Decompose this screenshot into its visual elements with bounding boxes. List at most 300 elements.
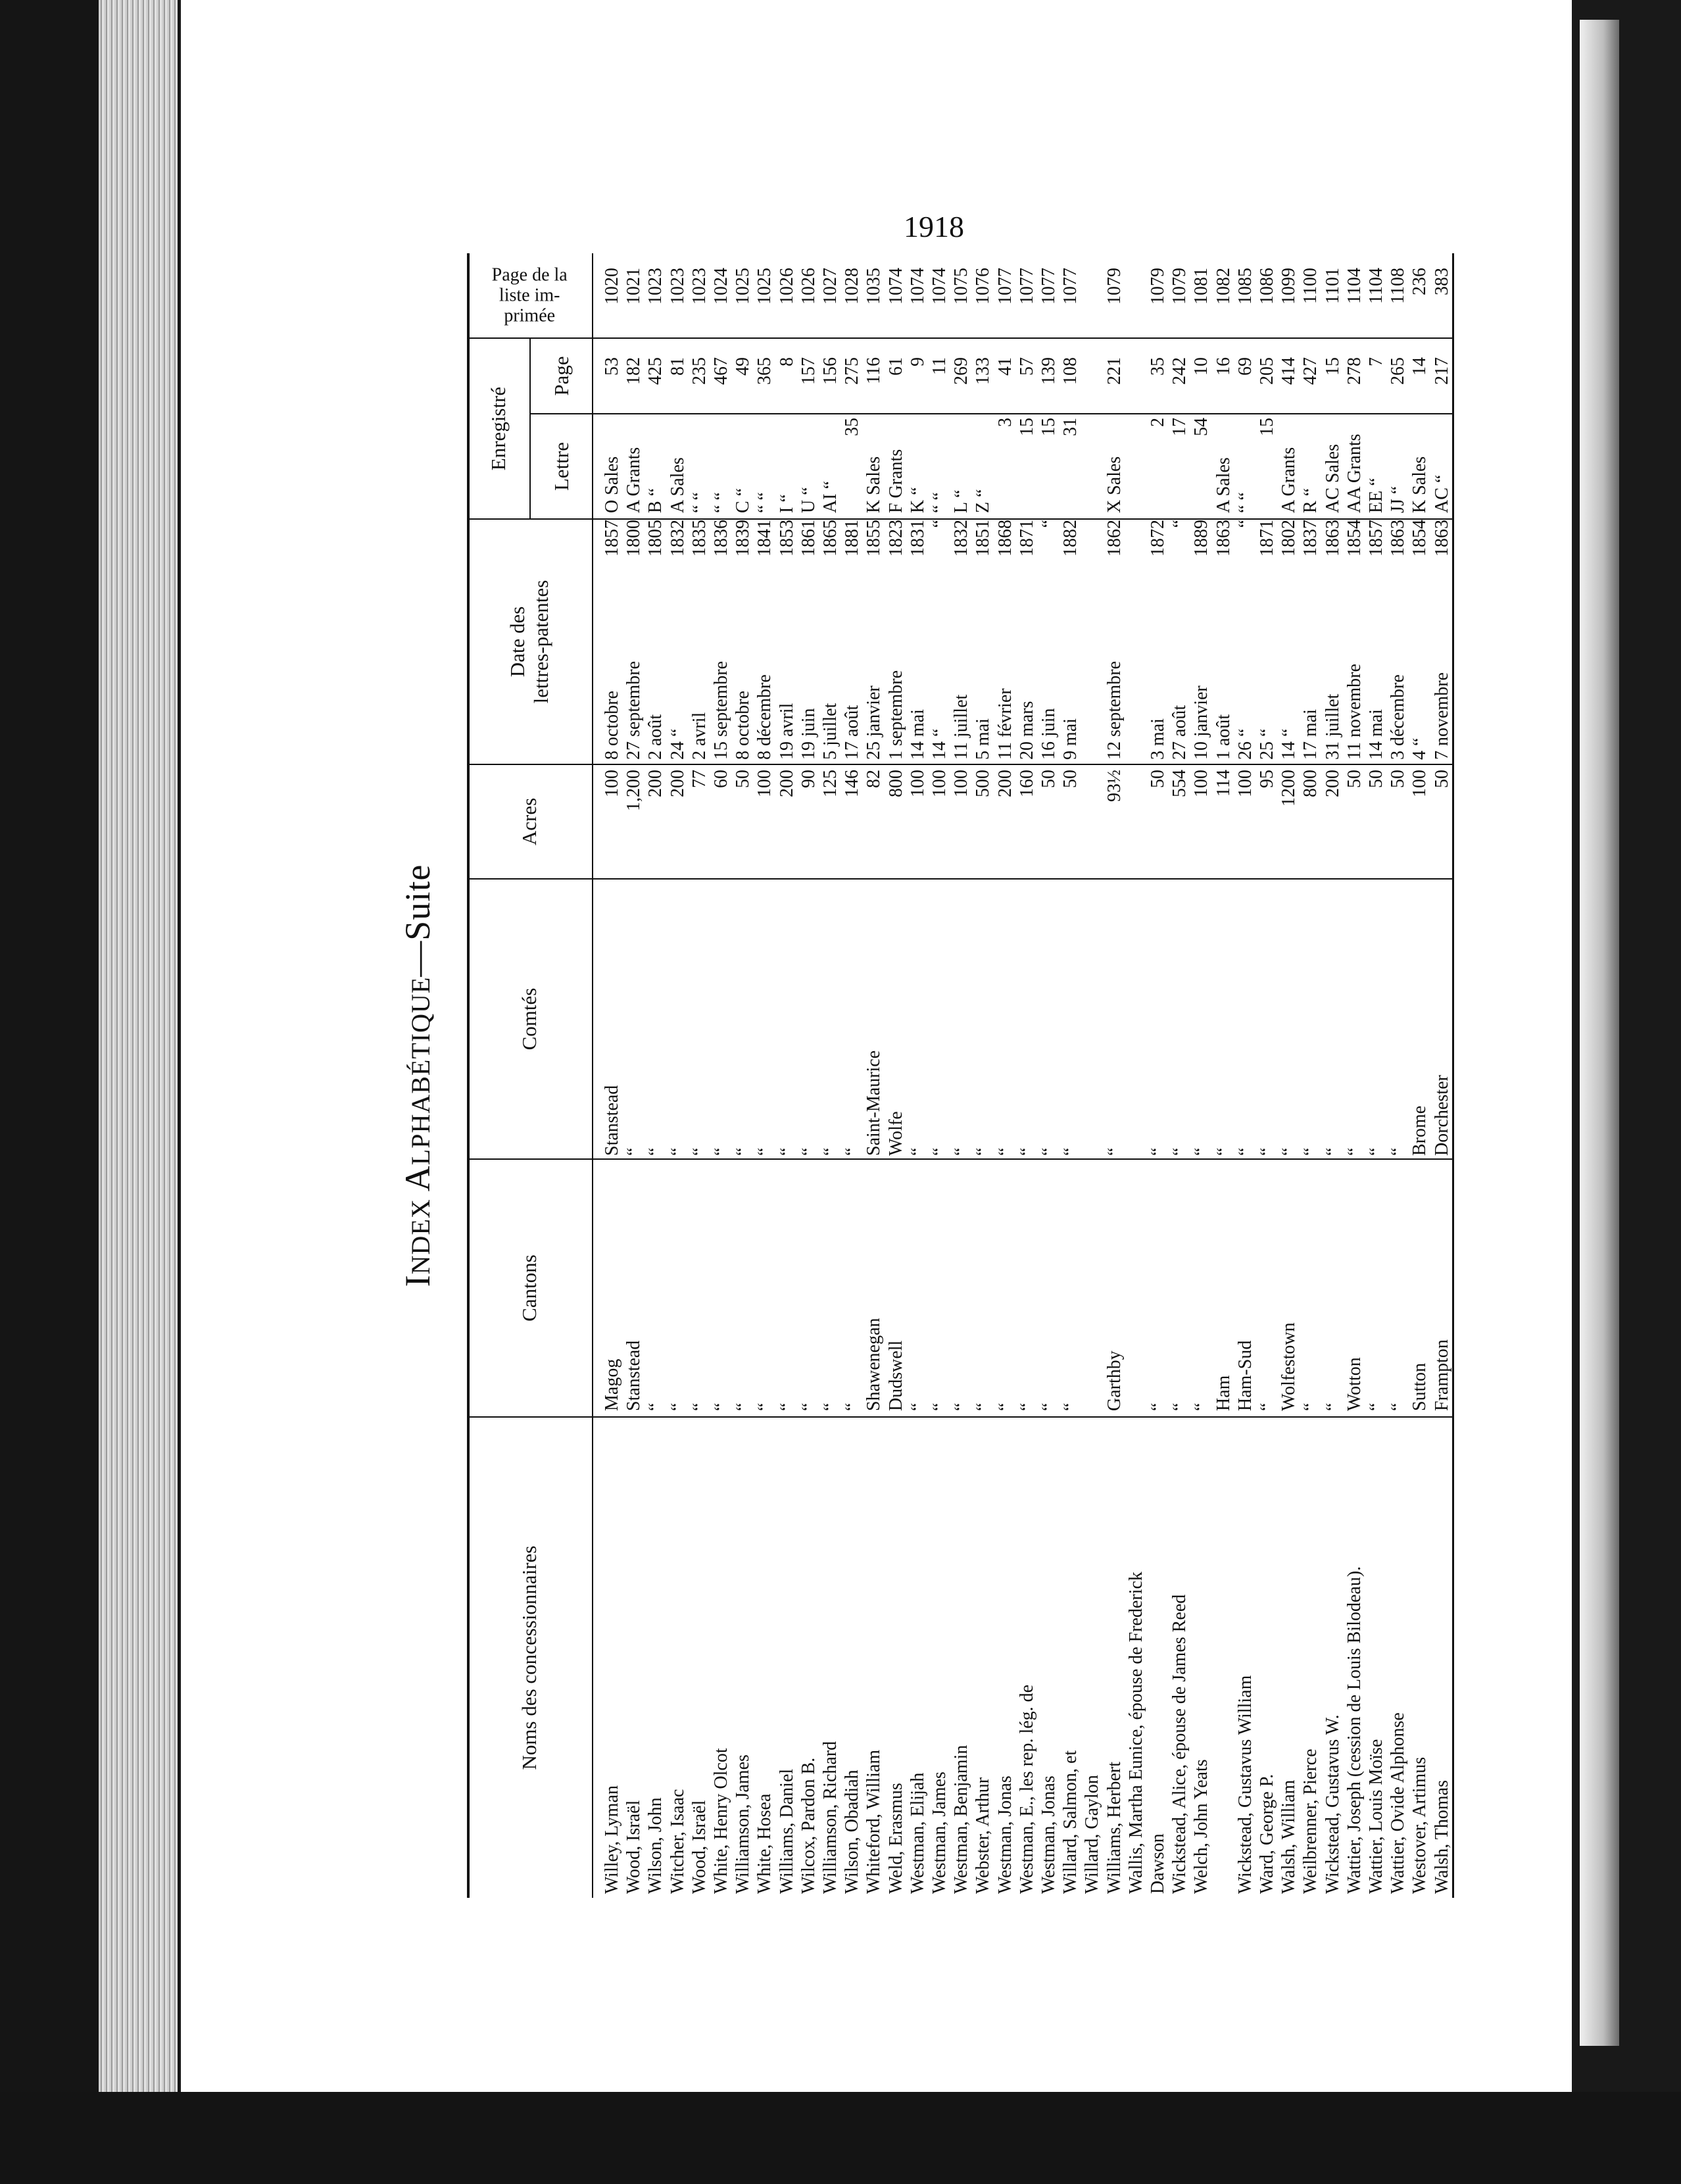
row-name: Witcher, Isaac xyxy=(667,1789,688,1894)
row-comte: “ xyxy=(1279,1147,1300,1156)
row-name: Ward, George P. xyxy=(1257,1774,1277,1894)
row-canton: “ xyxy=(733,1402,754,1411)
row-liste-page: 1079 xyxy=(1104,268,1125,305)
row-liste-page: 1108 xyxy=(1388,268,1409,304)
table-row xyxy=(1323,253,1344,1898)
row-lettre-number xyxy=(1300,418,1321,464)
row-name: Wickstead, Gustavus William xyxy=(1234,1675,1255,1894)
row-liste-page: 1077 xyxy=(994,268,1015,305)
row-year: 1835 xyxy=(689,520,710,557)
table-row xyxy=(886,253,907,1898)
row-comte: “ xyxy=(820,1147,840,1156)
row-date: 27 septembre xyxy=(623,660,645,760)
row-date: 11 juillet xyxy=(951,694,972,760)
row-date: 5 juillet xyxy=(820,703,840,760)
row-liste-page: 1025 xyxy=(754,268,775,305)
row-lettre-number: 2 xyxy=(1148,418,1168,427)
table-row xyxy=(1169,253,1190,1898)
row-lettre-number: 17 xyxy=(1169,418,1190,436)
page-number: 1918 xyxy=(904,210,964,243)
row-year: 1868 xyxy=(994,520,1015,557)
row-acres xyxy=(1082,770,1103,875)
row-acres: 90 xyxy=(798,770,819,788)
header-liste-stack xyxy=(491,265,567,326)
row-date: 9 mai xyxy=(1060,718,1081,760)
row-comte: “ xyxy=(1322,1147,1343,1156)
row-lettre-number xyxy=(1388,418,1409,464)
row-lettre-number xyxy=(733,418,754,464)
row-lettre: R “ xyxy=(1300,487,1321,513)
row-comte: “ xyxy=(689,1147,710,1156)
table-row xyxy=(1213,253,1234,1898)
row-page: 467 xyxy=(711,357,731,385)
row-year: 1854 xyxy=(1409,520,1430,557)
row-name: Williams, Herbert xyxy=(1104,1761,1125,1894)
row-lettre-number xyxy=(689,418,710,464)
row-year: 1889 xyxy=(1191,520,1212,557)
heading-initial-i: I xyxy=(398,1274,437,1287)
row-liste-page: 1028 xyxy=(842,268,863,305)
row-comte: “ xyxy=(754,1147,775,1156)
header-liste-line2: liste im- xyxy=(499,284,560,305)
table-row xyxy=(1235,253,1256,1898)
row-year: 1800 xyxy=(623,520,645,557)
row-year: 1857 xyxy=(602,520,622,557)
row-year: 1857 xyxy=(1366,520,1386,557)
row-acres: 100 xyxy=(929,770,950,797)
row-acres: 1,200 xyxy=(623,770,645,811)
table-row xyxy=(1082,253,1103,1898)
row-comte: “ xyxy=(1366,1147,1386,1156)
row-comte: Brome xyxy=(1409,1105,1430,1156)
row-comte xyxy=(1126,880,1147,1156)
row-liste-page: 1023 xyxy=(667,268,688,305)
row-name: Webster, Arthur xyxy=(973,1777,994,1894)
row-acres: 200 xyxy=(1322,770,1343,797)
row-date: 10 janvier xyxy=(1191,685,1212,760)
row-date: 24 “ xyxy=(667,728,688,760)
row-comte: “ xyxy=(1300,1147,1321,1156)
row-liste-page: 1076 xyxy=(973,268,994,305)
row-acres: 100 xyxy=(1191,770,1212,797)
row-date: 26 “ xyxy=(1234,728,1255,760)
row-year: 1862 xyxy=(1104,520,1125,557)
row-lettre: AC “ xyxy=(1431,474,1452,513)
row-lettre-number: 3 xyxy=(994,418,1015,427)
row-liste-page: 1035 xyxy=(864,268,885,305)
row-acres: 50 xyxy=(1344,770,1365,788)
header-date xyxy=(467,520,592,764)
row-canton: Dudswell xyxy=(885,1340,906,1411)
row-page: 15 xyxy=(1322,357,1343,376)
row-comte: Stanstead xyxy=(602,1085,622,1156)
row-date: 14 mai xyxy=(1366,709,1386,760)
row-comte: “ xyxy=(798,1147,819,1156)
row-lettre: “ “ xyxy=(711,492,731,513)
row-lettre-number xyxy=(864,418,885,464)
row-lettre-number xyxy=(973,418,994,464)
row-page: 61 xyxy=(885,357,906,376)
row-page: 265 xyxy=(1388,357,1409,385)
row-lettre: F Grants xyxy=(885,449,906,513)
row-date: 5 mai xyxy=(973,718,994,760)
row-name: Wilson, Obadiah xyxy=(842,1770,863,1894)
row-liste-page: 1104 xyxy=(1344,268,1365,304)
row-lettre-number xyxy=(1126,418,1147,464)
row-year: 1802 xyxy=(1279,520,1300,557)
row-canton: “ xyxy=(711,1402,731,1411)
row-year: 1872 xyxy=(1148,520,1168,557)
row-acres: 114 xyxy=(1213,770,1234,797)
row-acres: 100 xyxy=(1409,770,1430,797)
row-lettre: L “ xyxy=(951,489,972,513)
row-liste-page: 236 xyxy=(1409,268,1430,295)
row-acres: 554 xyxy=(1169,770,1190,797)
table-row xyxy=(929,253,950,1898)
row-page: 16 xyxy=(1213,357,1234,376)
row-page: 182 xyxy=(623,357,645,385)
row-comte: “ xyxy=(1148,1147,1168,1156)
row-lettre-number xyxy=(1235,418,1256,464)
row-liste-page: 1081 xyxy=(1191,268,1212,305)
row-liste-page: 1023 xyxy=(689,268,710,305)
row-acres: 125 xyxy=(820,770,840,797)
row-name: Westman, Benjamin xyxy=(951,1745,972,1894)
table-row xyxy=(864,253,885,1898)
row-comte: “ xyxy=(776,1147,797,1156)
row-name: Wilson, John xyxy=(645,1797,666,1894)
row-acres: 50 xyxy=(1038,770,1059,788)
row-name: Willard, Gaylon xyxy=(1082,1775,1103,1894)
row-liste-page: 1026 xyxy=(776,268,797,305)
row-page xyxy=(1082,357,1103,410)
row-name: Williamson, James xyxy=(733,1754,754,1894)
row-lettre: AI “ xyxy=(820,481,840,513)
row-canton: “ xyxy=(1257,1402,1277,1411)
row-page: 427 xyxy=(1300,357,1321,385)
heading-initial-a: A xyxy=(398,1165,437,1192)
row-page: 365 xyxy=(754,357,775,385)
row-acres: 200 xyxy=(667,770,688,797)
header-bottom-rule xyxy=(592,253,593,1898)
table-row xyxy=(1104,253,1125,1898)
row-canton: “ xyxy=(1322,1402,1343,1411)
row-lettre: K “ xyxy=(907,487,928,513)
row-comte: Saint-Maurice xyxy=(864,1050,885,1156)
row-acres: 200 xyxy=(645,770,666,797)
row-lettre: JJ “ xyxy=(1388,485,1409,513)
row-comte: “ xyxy=(951,1147,972,1156)
row-liste-page: 1026 xyxy=(798,268,819,305)
row-year: 1851 xyxy=(973,520,994,557)
row-liste-page: 1024 xyxy=(711,268,731,305)
row-lettre: “ “ xyxy=(1234,492,1255,513)
row-name: Westman, James xyxy=(929,1772,950,1894)
row-acres: 50 xyxy=(1366,770,1386,788)
row-comte: “ xyxy=(1038,1147,1059,1156)
row-canton: “ xyxy=(973,1402,994,1411)
row-comte: “ xyxy=(973,1147,994,1156)
row-comte: Wolfe xyxy=(885,1111,906,1156)
row-lettre-number xyxy=(1366,418,1387,464)
row-date: 8 octobre xyxy=(602,691,622,760)
row-lettre-number xyxy=(602,418,623,464)
row-name: Westover, Artimus xyxy=(1409,1756,1430,1894)
row-canton: “ xyxy=(689,1402,710,1411)
row-canton: “ xyxy=(820,1402,840,1411)
row-lettre-number xyxy=(1323,418,1344,464)
row-date: 17 août xyxy=(842,705,863,760)
row-canton: “ xyxy=(929,1402,950,1411)
row-comte: “ xyxy=(733,1147,754,1156)
row-year: 1841 xyxy=(754,520,775,557)
row-lettre-number xyxy=(645,418,666,464)
table-row xyxy=(602,253,623,1898)
header-page: Page xyxy=(549,356,573,396)
row-date: 25 janvier xyxy=(864,685,885,760)
row-year: 1836 xyxy=(711,520,731,557)
row-acres: 50 xyxy=(1431,770,1452,788)
table-row xyxy=(951,253,972,1898)
row-date: 17 mai xyxy=(1300,709,1321,760)
row-canton: “ xyxy=(951,1402,972,1411)
row-liste-page: 1075 xyxy=(951,268,972,305)
row-date: 2 avril xyxy=(689,712,710,760)
row-canton: “ xyxy=(754,1402,775,1411)
row-year: 1881 xyxy=(842,520,863,557)
row-canton: Sutton xyxy=(1409,1362,1430,1411)
row-lettre: “ “ xyxy=(754,492,775,513)
row-canton: “ xyxy=(1388,1402,1409,1411)
table-row xyxy=(908,253,929,1898)
row-canton: Wolfestown xyxy=(1279,1322,1300,1411)
header-noms: Noms des concessionnaires xyxy=(518,1545,541,1770)
table-row xyxy=(733,253,754,1898)
row-canton: Wotton xyxy=(1344,1357,1365,1411)
row-canton: “ xyxy=(907,1402,928,1411)
row-acres: 500 xyxy=(973,770,994,797)
table-row xyxy=(1017,253,1038,1898)
row-comte: “ xyxy=(645,1147,666,1156)
row-name: Willey, Lyman xyxy=(602,1785,622,1894)
row-canton xyxy=(1082,1161,1103,1411)
row-year xyxy=(1126,520,1147,572)
header-liste-line3: primée xyxy=(504,305,555,326)
table-row xyxy=(995,253,1016,1898)
header-enregistre: Enregistré xyxy=(486,386,510,471)
row-name: Westman, E., les rep. lég. de xyxy=(1016,1684,1037,1894)
row-lettre-number xyxy=(777,418,798,464)
row-liste-page: 1077 xyxy=(1038,268,1059,305)
row-name xyxy=(1213,1433,1234,1894)
row-date: 11 novembre xyxy=(1344,664,1365,760)
row-year: 1871 xyxy=(1016,520,1037,557)
row-page: 242 xyxy=(1169,357,1190,385)
row-lettre: O Sales xyxy=(602,456,622,513)
row-liste-page: 1020 xyxy=(602,268,622,305)
row-liste-page: 1079 xyxy=(1148,268,1168,305)
row-lettre-number xyxy=(668,418,689,464)
row-lettre-number: 35 xyxy=(842,418,863,436)
row-page: 9 xyxy=(907,357,928,366)
row-date: 19 avril xyxy=(776,703,797,760)
row-comte: “ xyxy=(1344,1147,1365,1156)
row-canton xyxy=(1126,1161,1147,1411)
table-row xyxy=(1191,253,1212,1898)
row-year xyxy=(1082,520,1103,572)
row-page: 41 xyxy=(994,357,1015,376)
row-page: 217 xyxy=(1431,357,1452,385)
row-name: Walsh, Thomas xyxy=(1431,1780,1452,1894)
row-page: 157 xyxy=(798,357,819,385)
row-date: 16 juin xyxy=(1038,708,1059,760)
row-name: Whiteford, William xyxy=(864,1749,885,1894)
row-liste-page: 1021 xyxy=(623,268,645,305)
row-acres xyxy=(1126,770,1147,875)
row-canton: “ xyxy=(1016,1402,1037,1411)
row-liste-page: 383 xyxy=(1431,268,1452,295)
row-lettre-number xyxy=(929,418,950,464)
row-lettre: A Grants xyxy=(1279,447,1300,513)
table-heading xyxy=(381,253,454,1898)
row-name: Weilbrenner, Pierce xyxy=(1300,1749,1321,1894)
row-comte: “ xyxy=(1213,1147,1234,1156)
row-acres: 800 xyxy=(885,770,906,797)
index-table xyxy=(381,253,1467,1898)
table-row xyxy=(668,253,689,1898)
row-lettre: EE “ xyxy=(1366,478,1386,513)
row-lettre-number xyxy=(711,418,732,464)
row-canton: “ xyxy=(1169,1402,1190,1411)
row-page: 205 xyxy=(1257,357,1277,385)
row-date: 8 décembre xyxy=(754,674,775,760)
row-year: 1865 xyxy=(820,520,840,557)
row-lettre-number xyxy=(1279,418,1300,464)
row-page: 156 xyxy=(820,357,840,385)
table-row xyxy=(1148,253,1169,1898)
row-acres: 200 xyxy=(994,770,1015,797)
row-lettre-number xyxy=(886,418,907,464)
row-lettre-number xyxy=(798,418,819,464)
row-page xyxy=(1126,357,1147,410)
row-page: 7 xyxy=(1366,357,1386,366)
row-lettre-number xyxy=(754,418,775,464)
row-name: Willard, Salmon, et xyxy=(1060,1750,1081,1894)
header-liste xyxy=(467,253,592,337)
row-liste-page: 1086 xyxy=(1257,268,1277,305)
table-row xyxy=(689,253,710,1898)
row-liste-page: 1023 xyxy=(645,268,666,305)
table-row xyxy=(1300,253,1321,1898)
row-liste-page: 1099 xyxy=(1279,268,1300,305)
row-date: 19 juin xyxy=(798,708,819,760)
row-year: “ xyxy=(1038,520,1059,528)
row-name: Wood, Israël xyxy=(689,1800,710,1894)
row-liste-page xyxy=(1082,268,1103,334)
row-acres: 100 xyxy=(1234,770,1255,797)
row-date: 25 “ xyxy=(1257,728,1277,760)
row-acres: 60 xyxy=(711,770,731,788)
row-lettre-number: 54 xyxy=(1191,418,1212,436)
row-year: 1863 xyxy=(1213,520,1234,557)
row-name: Wallis, Martha Eunice, épouse de Frederick xyxy=(1125,1572,1146,1894)
row-comte: “ xyxy=(1191,1147,1212,1156)
row-acres: 100 xyxy=(602,770,622,797)
row-acres: 95 xyxy=(1257,770,1277,788)
row-date: 8 octobre xyxy=(733,691,754,760)
row-acres: 100 xyxy=(907,770,928,797)
row-date xyxy=(1082,576,1103,760)
row-lettre: “ “ xyxy=(689,492,710,513)
table-row xyxy=(798,253,819,1898)
row-lettre-number xyxy=(1104,418,1125,464)
row-page: 139 xyxy=(1038,357,1059,385)
row-year: “ xyxy=(1169,520,1190,528)
row-acres: 200 xyxy=(776,770,797,797)
row-lettre: A Sales xyxy=(1213,457,1234,513)
row-liste-page: 1104 xyxy=(1366,268,1386,304)
row-lettre-number xyxy=(1432,418,1453,464)
row-lettre-number xyxy=(1082,418,1103,464)
book-page-edges xyxy=(99,0,178,2092)
row-canton: Ham-Sud xyxy=(1234,1340,1255,1411)
row-canton: Shawenegan xyxy=(864,1318,885,1411)
row-comte xyxy=(1082,880,1103,1156)
row-comte: “ xyxy=(1060,1147,1081,1156)
header-acres: Acres xyxy=(518,797,541,846)
row-liste-page: 1025 xyxy=(733,268,754,305)
row-canton: “ xyxy=(1191,1402,1212,1411)
row-canton: “ xyxy=(1366,1402,1386,1411)
row-name: Wickstead, Gustavus W. xyxy=(1322,1714,1343,1894)
row-name: Walsh, William xyxy=(1279,1779,1300,1894)
row-liste-page: 1077 xyxy=(1016,268,1037,305)
row-lettre-number xyxy=(1409,418,1430,464)
row-page: 414 xyxy=(1279,357,1300,385)
row-page: 235 xyxy=(689,357,710,385)
row-page: 49 xyxy=(733,357,754,376)
row-date: 1 août xyxy=(1213,714,1234,760)
heading-suite: —Suite xyxy=(398,864,437,977)
row-date: 3 décembre xyxy=(1388,674,1409,760)
row-acres: 50 xyxy=(733,770,754,788)
row-name: White, Hosea xyxy=(754,1793,775,1894)
table-row xyxy=(1038,253,1060,1898)
row-name: Westman, Jonas xyxy=(1038,1775,1059,1894)
row-canton: “ xyxy=(798,1402,819,1411)
row-page: 425 xyxy=(645,357,666,385)
row-date: 31 juillet xyxy=(1322,693,1343,760)
row-name: Westman, Elijah xyxy=(907,1772,928,1894)
row-comte: “ xyxy=(1016,1147,1037,1156)
row-liste-page: 1074 xyxy=(907,268,928,305)
row-name: Wattier, Ovide Alphonse xyxy=(1388,1712,1409,1894)
row-name: Wattier, Joseph (cession de Louis Bilodeau). xyxy=(1344,1566,1365,1894)
row-lettre: A Grants xyxy=(623,447,645,513)
row-comte: “ xyxy=(842,1147,863,1156)
row-acres: 93½ xyxy=(1104,770,1125,802)
row-comte: Dorchester xyxy=(1431,1075,1452,1156)
table-row xyxy=(645,253,666,1898)
row-date: 14 “ xyxy=(1279,728,1300,760)
row-liste-page: 1074 xyxy=(929,268,950,305)
row-date xyxy=(1126,576,1147,760)
row-year: “ xyxy=(1234,520,1255,528)
row-canton: “ xyxy=(776,1402,797,1411)
row-liste-page: 1082 xyxy=(1213,268,1234,305)
row-name: Weld, Erasmus xyxy=(885,1783,906,1894)
row-date: 14 mai xyxy=(907,709,928,760)
